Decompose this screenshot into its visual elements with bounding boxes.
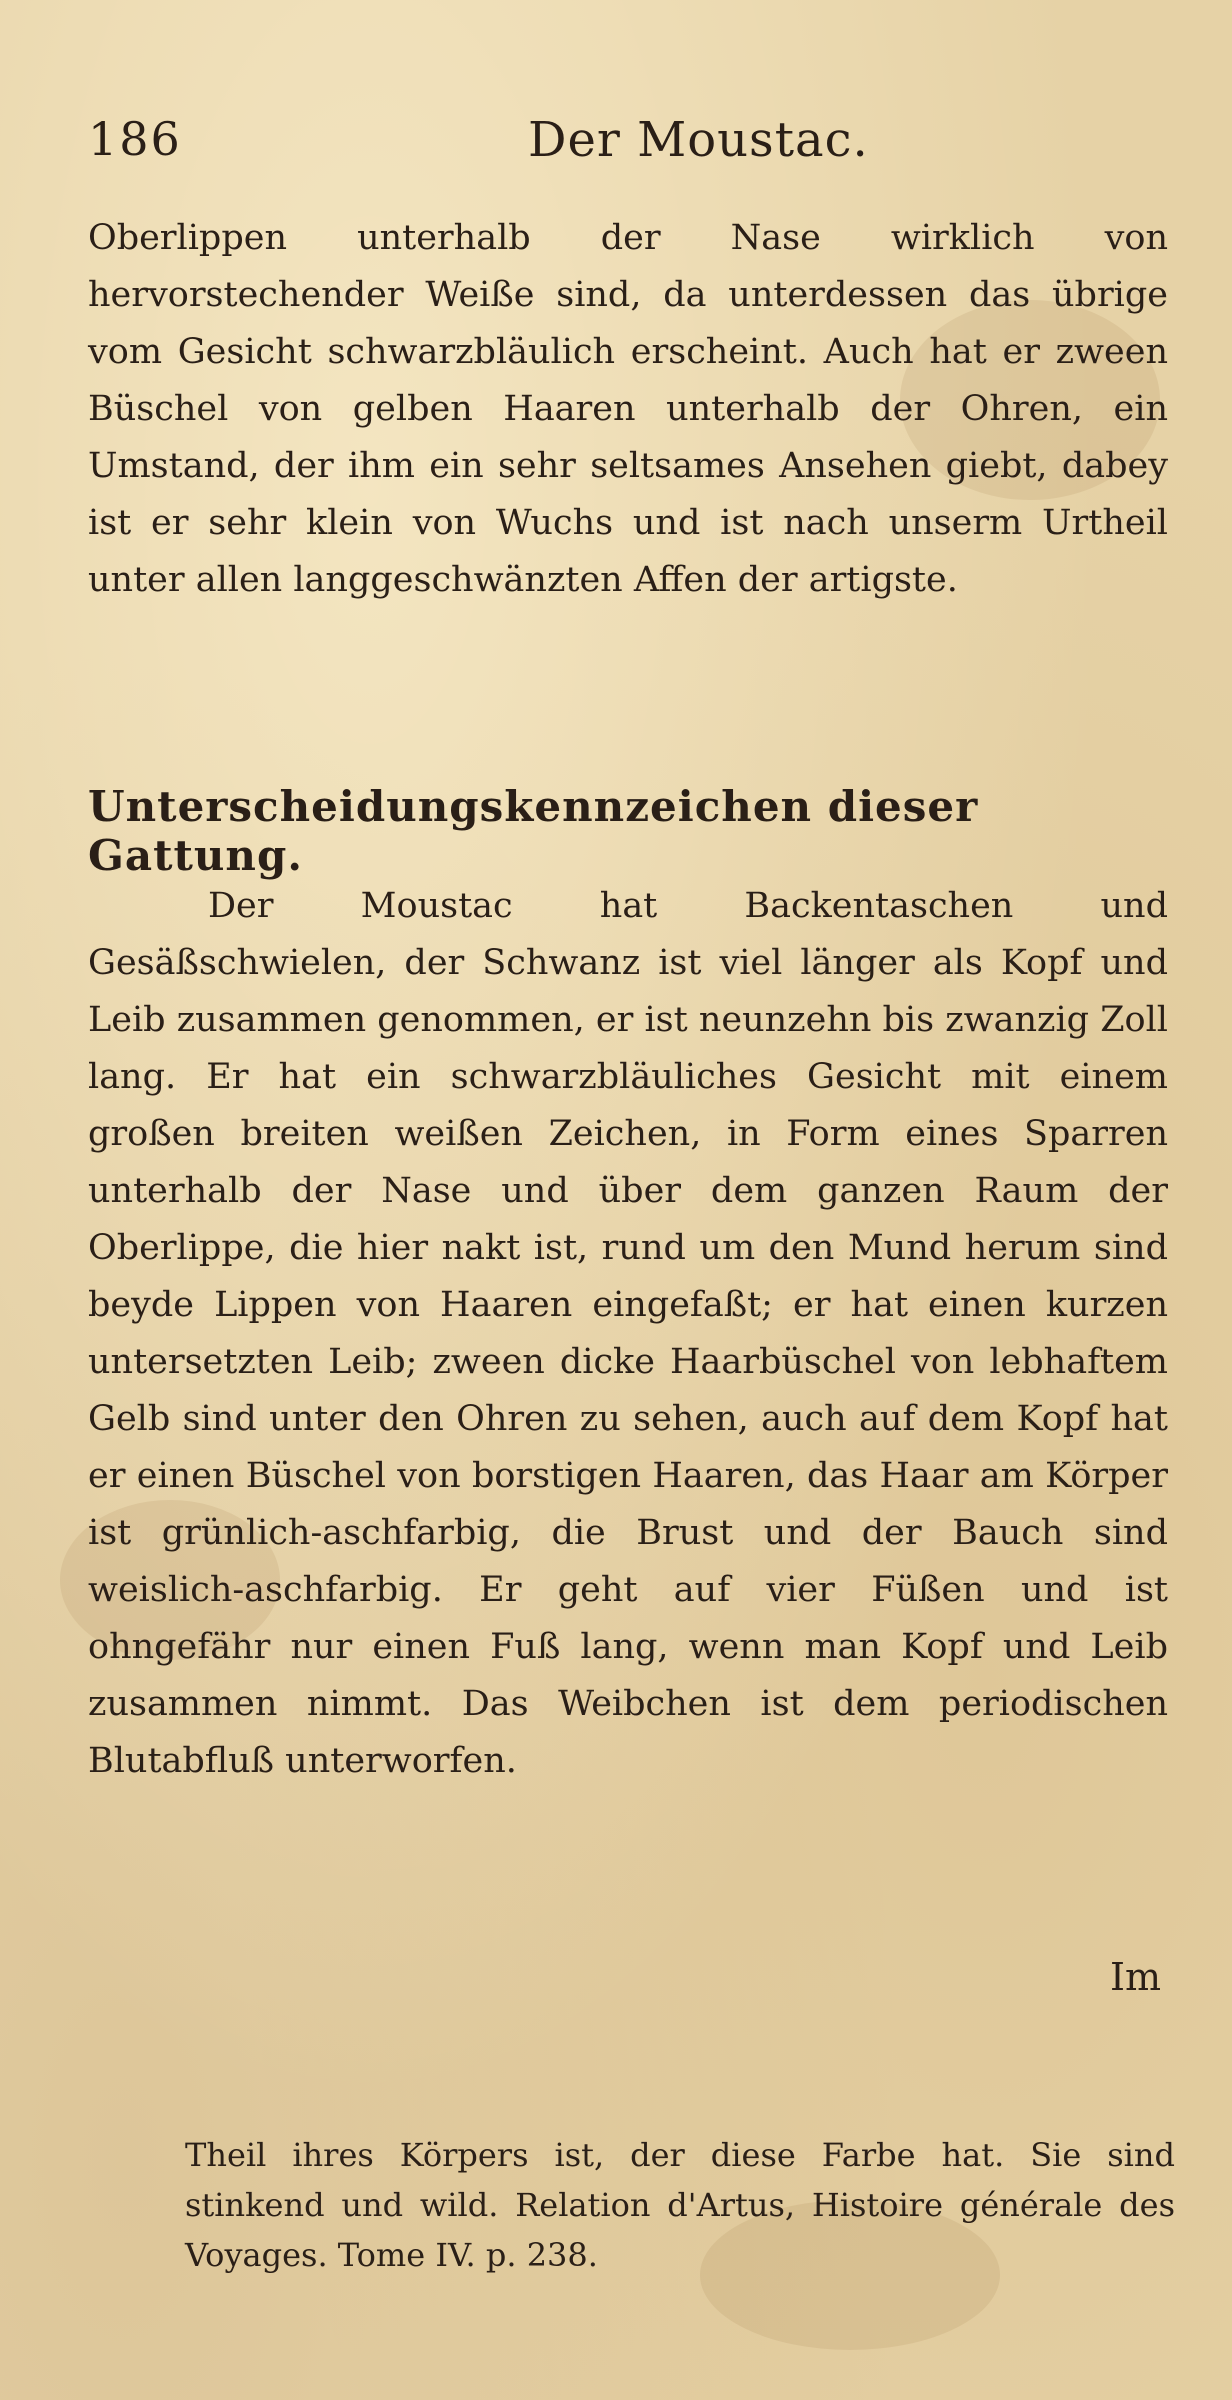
- page-header: [88, 112, 1148, 182]
- page-number: 186: [88, 112, 182, 166]
- paragraph: Der Moustac hat Backentaschen und Gesäßschwielen, der Schwanz ist viel länger als Kopf und Leib zusammen genommen, er ist neunzehn bis zwanzig Zoll lang. Er hat ein schwarzbläuliches Gesicht mit einem großen breiten weißen Zeichen, in Form eines Sparren unterhalb der Nase und über dem ganzen Raum der Oberlippe, die hier nakt ist, rund um den Mund herum sind beyde Lippen von Haaren eingefaßt; er hat einen kurzen untersetzten Leib; zween dicke Haarbüschel von lebhaftem Gelb sind unter den Ohren zu sehen, auch auf dem Kopf hat er einen Büschel von borstigen Haaren, das Haar am Körper ist grünlich-aschfarbig, die Brust und der Bauch sind weislich-aschfarbig. Er geht auf vier Füßen und ist ohngefähr nur einen Fuß lang, wenn man Kopf und Leib zusammen nimmt. Das Weibchen ist dem periodischen Blutabfluß unterworfen.: [88, 886, 1168, 1781]
- paragraph: Oberlippen unterhalb der Nase wirklich von hervorstechender Weiße sind, da unterdessen das übrige vom Gesicht schwarzbläulich erscheint. Auch hat er zween Büschel von gelben Haaren unterhalb der Ohren, ein Umstand, der ihm ein sehr seltsames Ansehen giebt, dabey ist er sehr klein von Wuchs und ist nach unserm Urtheil unter allen langgeschwänzten Affen der artigste.: [88, 218, 1168, 600]
- footnote: [185, 2130, 1175, 2280]
- running-head: Der Moustac.: [528, 112, 869, 168]
- section-body: [88, 878, 1168, 1790]
- footnote-text: Theil ihres Körpers ist, der diese Farbe hat. Sie sind stinkend und wild. Relation d'Artus, Histoire générale des Voyages. Tome IV. p. 238.: [185, 2136, 1175, 2274]
- catchword: Im: [1110, 1955, 1162, 1999]
- body-text: [88, 210, 1168, 609]
- section-heading: Unterscheidungskennzeichen dieser Gattung.: [88, 782, 979, 880]
